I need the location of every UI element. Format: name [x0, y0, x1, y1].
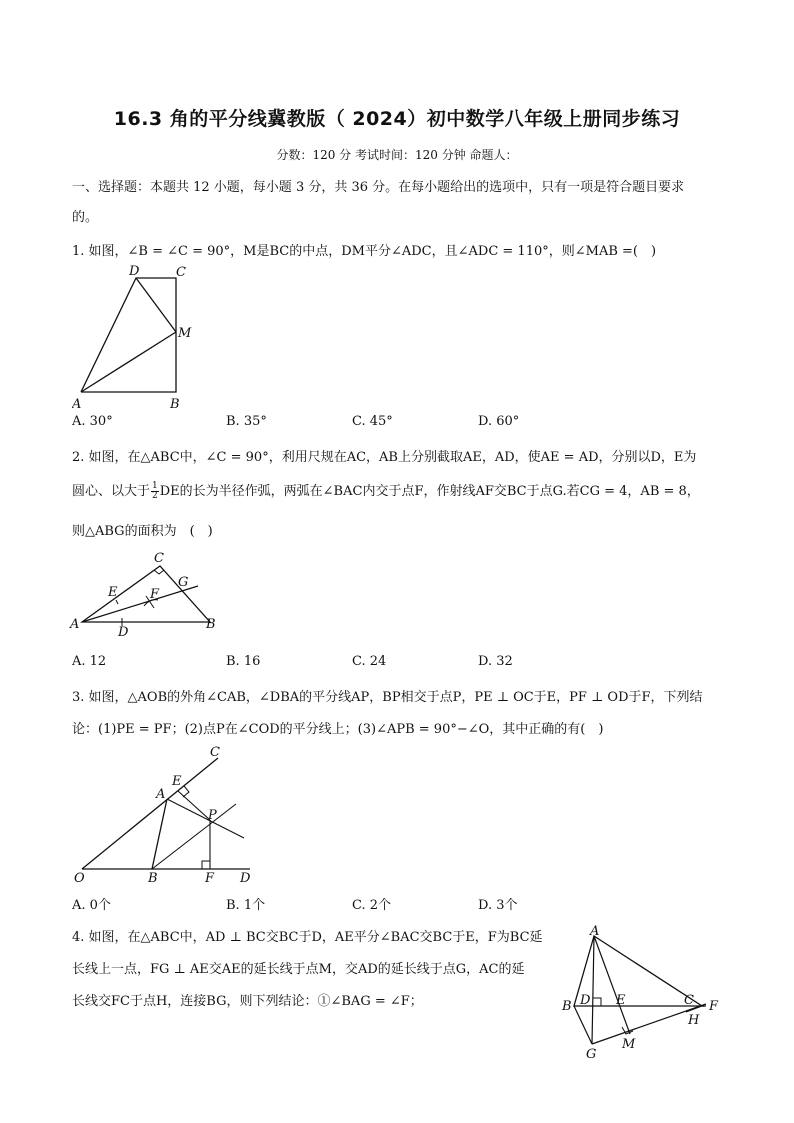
q3-stem-line1: 3. 如图，△AOB的外角∠CAB，∠DBA的平分线AP，BP相交于点P，PE ⊥ OC于E，PF ⊥ OD于F，下列结 [72, 690, 703, 705]
q3-label-C: C [210, 745, 220, 760]
q3-figure [72, 742, 262, 884]
q2-line2-before: 圆心、以大于 [72, 484, 151, 499]
q3-label-D: D [240, 871, 251, 884]
q2-label-B: B [206, 617, 216, 632]
q1-label-M: M [178, 326, 192, 341]
q2-line2-after: DE的长为半径作弧，两弧在∠BAC内交于点F，作射线AF交BC于点G.若CG = 4，AB = 8， [159, 484, 700, 499]
q2-figure [68, 548, 228, 640]
q4-label-A: A [590, 924, 600, 939]
q3-stem-line2: 论：(1)PE = PF；(2)点P在∠COD的平分线上；(3)∠APB = 90°−∠O，其中正确的有( ) [72, 722, 604, 737]
q1-label-A: A [72, 397, 82, 412]
q1-label-C: C [176, 265, 186, 280]
q4-label-E: E [616, 993, 626, 1008]
q2-frac-num: 1 [152, 481, 158, 491]
q4-label-G: G [586, 1047, 597, 1062]
q4-stem-line1: 4. 如图，在△ABC中，AD ⊥ BC交BC于D，AE平分∠BAC交BC于E，F为BC延 [72, 930, 543, 945]
q3-option-d: D. 3个 [478, 898, 518, 913]
q3-option-b: B. 1个 [226, 898, 266, 913]
q2-label-F: F [150, 587, 160, 602]
q1-option-a: A. 30° [72, 414, 113, 429]
q4-stem-line3: 长线交FC于点H，连接BG，则下列结论：①∠BAG = ∠F； [72, 994, 423, 1009]
q3-label-F: F [205, 871, 215, 884]
q2-fraction [151, 482, 159, 501]
q2-stem-line1: 2. 如图，在△ABC中，∠C = 90°，利用尺规在AC，AB上分别截取AE，AD，使AE = AD，分别以D，E为 [72, 450, 697, 465]
q4-label-H: H [688, 1013, 700, 1028]
q2-frac-den: 2 [152, 491, 158, 501]
q4-label-B: B [562, 999, 572, 1014]
q1-option-b: B. 35° [226, 414, 267, 429]
q2-option-d: D. 32 [478, 654, 513, 669]
q3-label-E: E [172, 774, 182, 789]
q2-label-G: G [178, 575, 189, 590]
q4-label-M: M [622, 1037, 636, 1052]
q4-label-F: F [709, 999, 719, 1014]
q2-label-E: E [108, 585, 118, 600]
q1-stem: 1. 如图，∠B = ∠C = 90°，M是BC的中点，DM平分∠ADC，且∠ADC = 110°，则∠MAB =( ) [72, 244, 657, 259]
q2-option-a: A. 12 [72, 654, 107, 669]
q3-label-A: A [156, 787, 166, 802]
q4-label-C: C [684, 993, 694, 1008]
q3-label-P: P [208, 808, 217, 823]
q2-label-D: D [118, 625, 129, 640]
q1-figure [72, 262, 202, 412]
q1-option-d: D. 60° [478, 414, 520, 429]
q3-label-B: B [148, 871, 158, 884]
q1-label-D: D [129, 264, 140, 279]
section-heading: 一、选择题：本题共 12 小题，每小题 3 分，共 36 分。在每小题给出的选项中，只有一项是符合题目要求 [72, 180, 685, 195]
q1-label-B: B [170, 397, 180, 412]
exam-info: 分数：120 分 考试时间：120 分钟 命题人： [276, 148, 518, 162]
q2-label-A: A [70, 617, 80, 632]
q2-stem-line3: 则△ABG的面积为 ( ) [72, 524, 213, 539]
q3-option-a: A. 0个 [72, 898, 111, 913]
page-title: 16.3 角的平分线冀教版（ 2024）初中数学八年级上册同步练习 [113, 108, 681, 130]
q3-option-c: C. 2个 [352, 898, 392, 913]
q1-option-c: C. 45° [352, 414, 393, 429]
q3-label-O: O [74, 871, 85, 884]
q4-stem-line2: 长线上一点，FG ⊥ AE交AE的延长线于点M，交AD的延长线于点G，AC的延 [72, 962, 525, 977]
q2-label-C: C [154, 551, 164, 566]
q4-label-D: D [580, 993, 591, 1008]
q4-figure [556, 924, 726, 1064]
q2-option-c: C. 24 [352, 654, 387, 669]
q2-option-b: B. 16 [226, 654, 261, 669]
q2-stem-line2 [72, 480, 700, 501]
section-heading-cont: 的。 [72, 210, 99, 225]
